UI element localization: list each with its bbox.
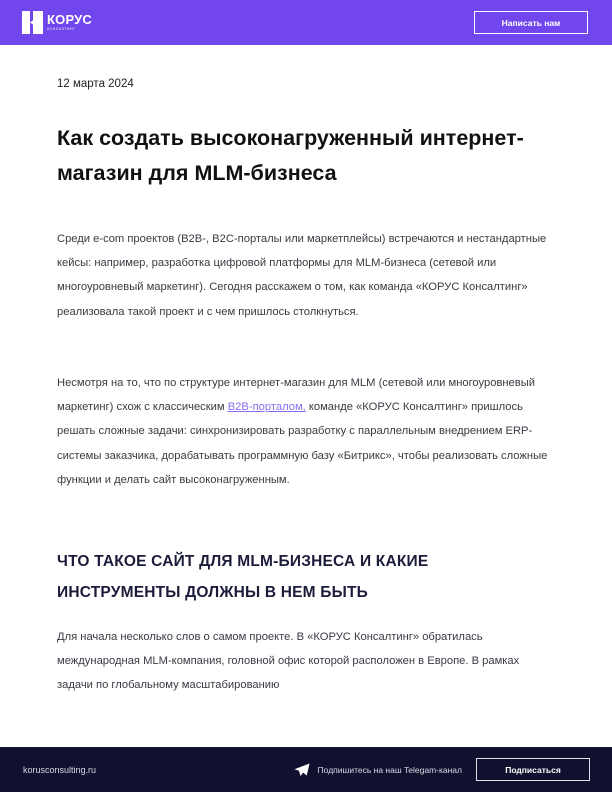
logo-name: КОРУС bbox=[47, 12, 93, 28]
section-heading: ЧТО ТАКОЕ САЙТ ДЛЯ MLM-БИЗНЕСА И КАКИЕ ИНСТРУМЕНТЫ ДОЛЖНЫ В НЕМ БЫТЬ bbox=[57, 553, 429, 601]
article-title: Как создать высоконагруженный интернет-магазин для MLM-бизнеса bbox=[57, 126, 524, 185]
footer-site-link[interactable]: korusconsulting.ru bbox=[23, 764, 97, 775]
site-header bbox=[0, 0, 612, 45]
korus-logo-icon bbox=[22, 11, 43, 34]
korus-logo[interactable] bbox=[22, 11, 92, 34]
article-paragraph-intro: Среди e-com проектов (B2B-, B2C-порталы или маркетплейсы) встречаются и нестандартные кейсы: например, разработка цифровой платформы для MLM-бизнеса (сетевой или многоуровневый маркетинг). Сегодня расскажем о том, как команда «КОРУС Консалтинг» реализовала такой проект и с чем пришлось столкнуться. bbox=[57, 233, 547, 318]
article-paragraph-structure: Несмотря на то, что по структуре интернет-магазин для MLM (сетевой или многоуровневый маркетинг) схож с классическим B2B-порталом, команде «КОРУС Консалтинг» пришлось решать сложные задачи: синхронизировать разработку с параллельным внедрением ERP-системы заказчика, дорабатывать программную базу «Битрикс», чтобы реализовать сложные функции и делать сайт высоконагруженным. bbox=[57, 377, 548, 486]
article-date: 12 марта 2024 bbox=[57, 78, 134, 90]
site-footer bbox=[0, 747, 612, 792]
section-paragraph: Для начала несколько слов о самом проекте. В «КОРУС Консалтинг» обратилась международная MLM-компания, головной офис которой расположен в Европе. В рамках задачи по глобальному масштабированию bbox=[57, 631, 520, 692]
b2b-portal-link[interactable]: B2B-порталом, bbox=[227, 401, 306, 414]
subscribe-button[interactable]: Подписаться bbox=[476, 758, 590, 781]
logo-tagline: КОНСАЛТИНГ bbox=[47, 27, 76, 32]
contact-us-button[interactable]: Написать нам bbox=[474, 11, 588, 34]
telegram-subscribe-text: Подпишитесь на наш Telegam-канал bbox=[317, 764, 462, 775]
telegram-icon bbox=[294, 763, 310, 777]
